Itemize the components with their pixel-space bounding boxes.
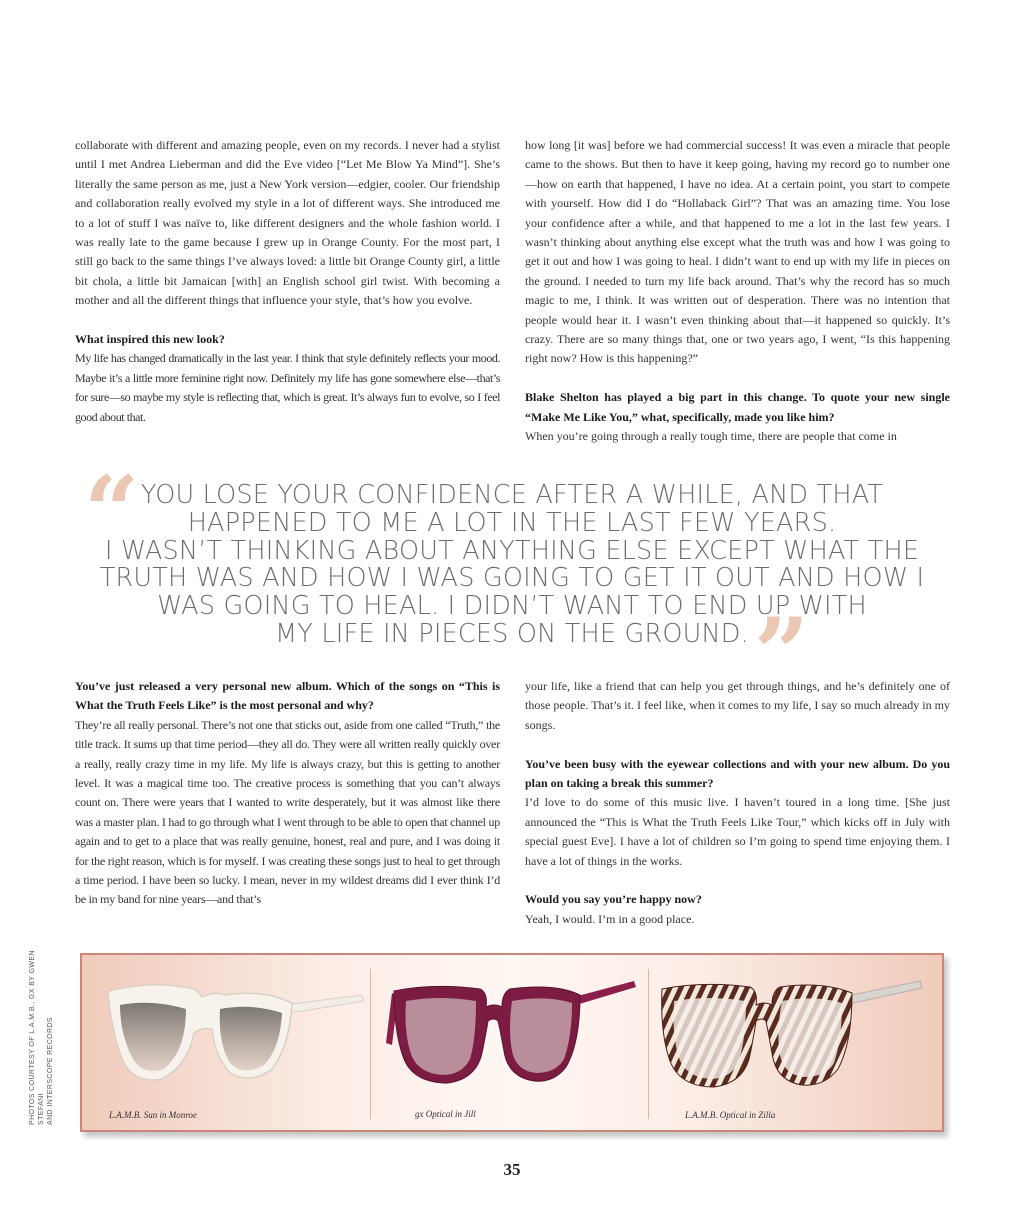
paragraph-gap [75, 311, 500, 330]
eyewear-caption: gx Optical in Jill [415, 1109, 476, 1119]
article-column-top-right [525, 136, 950, 446]
article-column-top-left [75, 136, 500, 427]
interview-question: Would you say you’re happy now? [525, 892, 702, 907]
interview-answer: how long [it was] before we had commercial success! It was even a miracle that people came to the shows. But then to have it keep going, having my record go to number one—how on earth that happened, I have no idea. At a certain point, you start to compete with yourself. How did I do “Hollaback Girl”? That was an amazing time. You lose your confidence after a while, and that happened to me a lot in the last few years. I wasn’t thinking about anything else except what the truth was and how I was going to get it out and how I was going to heal. I didn’t want to end up with my life in pieces on the ground. I needed to turn my life back around. That’s why the record has so much magic to me, I think. It was written out of desperation. There was no intention that people would hear it. I wasn’t even thinking about that—it happened so quickly. It’s crazy. There are so many things that, one or two years ago, I went, “Is this happening right now? How is this happening?” [525, 138, 950, 366]
eyewear-caption: L.A.M.B. Sun in Monroe [109, 1110, 197, 1120]
interview-answer: your life, like a friend that can help you get through things, and he’s definitely one of those people. That’s it. I feel like, when it comes to my life, I say so much already in my songs. [525, 679, 950, 732]
eyewear-caption: L.A.M.B. Optical in Zilla [685, 1110, 776, 1120]
interview-answer: They’re all really personal. There’s not one that sticks out, aside from one called “Truth,” the title track. It sums up that time period—they all do. They were all written really quickly over a really, really crazy time in my life. My life is always crazy, but this is getting to another level. It was a magical time too. The creative process is something that you can’t always count on. There were years that I wanted to write desperately, but it was almost like there was a master plan. I had to go through what I went through to be able to open that channel up again and to get to a place that was really genuine, honest, real and pure, and I was doing it for the right reason, which is for myself. I was creating these songs just to heal to get through a time period. I have been so lucky. I mean, never in my wildest dreams did I ever think I’d be in my band for nine years—and that’s [75, 717, 500, 907]
article-column-bottom-left [75, 677, 500, 910]
panel-divider [648, 969, 649, 1119]
interview-question: You’ve been busy with the eyewear collections and with your new album. Do you plan on taking a break this summer? [525, 756, 950, 791]
square-glasses-icon [384, 973, 644, 1093]
cat-eye-sunglasses-icon [102, 973, 367, 1093]
interview-answer: When you’re going through a really tough time, there are people that come in [525, 429, 897, 444]
article-column-bottom-right [525, 677, 950, 929]
pull-quote-line: MY LIFE IN PIECES ON THE GROUND. [275, 618, 749, 649]
interview-question: Blake Shelton has played a big part in this change. To quote your new single “Make Me Like You,” what, specifically, made you like him? [525, 390, 950, 424]
pull-quote-line: YOU LOSE YOUR CONFIDENCE AFTER A WHILE, AND THAT [140, 480, 884, 510]
interview-question: You’ve just released a very personal new album. Which of the songs on “This is What the Truth Feels Like” is the most personal and why? [75, 679, 500, 713]
paragraph-gap [525, 871, 950, 890]
striped-glasses-icon [652, 973, 927, 1098]
interview-answer: Yeah, I would. I’m in a good place. [525, 911, 695, 926]
paragraph-gap [525, 369, 950, 388]
interview-answer: I’d love to do some of this music live. I haven’t toured in a long time. [She just announced the “This is What the Truth Feels Like Tour,” which kicks off in July with special guest Eve]. I have a lot of children so I’m going to spend time enjoying them. I have a lot of things in the works. [525, 795, 950, 868]
open-quote-mark-icon: “ [84, 455, 140, 568]
close-quote-mark-icon: ” [754, 597, 810, 710]
photo-credit-line: AND INTERSCOPE RECORDS [47, 1017, 54, 1125]
interview-answer: collaborate with different and amazing people, even on my records. I never had a stylist until I met Andrea Lieberman and did the Eve video [“Let Me Blow Ya Mind”]. She’s literally the same person as me, just a New York version—edgier, cooler. Our friendship and collaboration really evolved my style in a lot of different ways. She introduced me to a lot of stuff I was naïve to, like different designers and the whole fashion world. I was really late to the game because I grew up in Orange County. For the most part, I still go back to the same things I’ve always loved: a little bit Orange County girl, a little bit chola, a little bit Jamaican [with] an English school girl twist. With becoming a mother and all the different things that influence your style, that’s how you evolve. [75, 138, 500, 308]
pull-quote-line: I WASN’T THINKING ABOUT ANYTHING ELSE EXCEPT WHAT THE [104, 535, 920, 566]
page-number: 35 [503, 1160, 521, 1179]
pull-quote-line: WAS GOING TO HEAL. I DIDN’T WANT TO END UP WITH [157, 591, 867, 622]
pull-quote-line: TRUTH WAS AND HOW I WAS GOING TO GET IT OUT AND HOW I [99, 563, 925, 594]
photo-credit-line: PHOTOS COURTESY OF L.A.M.B., GX BY GWEN STEFANI [29, 950, 45, 1125]
interview-question: What inspired this new look? [75, 332, 225, 347]
paragraph-gap [525, 735, 950, 754]
pull-quote-line: HAPPENED TO ME A LOT IN THE LAST FEW YEARS. [187, 507, 837, 538]
eyewear-panel [80, 953, 944, 1132]
panel-divider [370, 969, 371, 1119]
pull-quote [80, 482, 944, 649]
photo-credit [28, 925, 55, 1125]
interview-answer: My life has changed dramatically in the last year. I think that style definitely reflects your mood. Maybe it’s a little more feminine right now. Definitely my life has gone somewhere else—that’s for sure—so maybe my style is reflecting that, which is great. It’s always fun to evolve, so I feel good about that. [75, 351, 500, 424]
